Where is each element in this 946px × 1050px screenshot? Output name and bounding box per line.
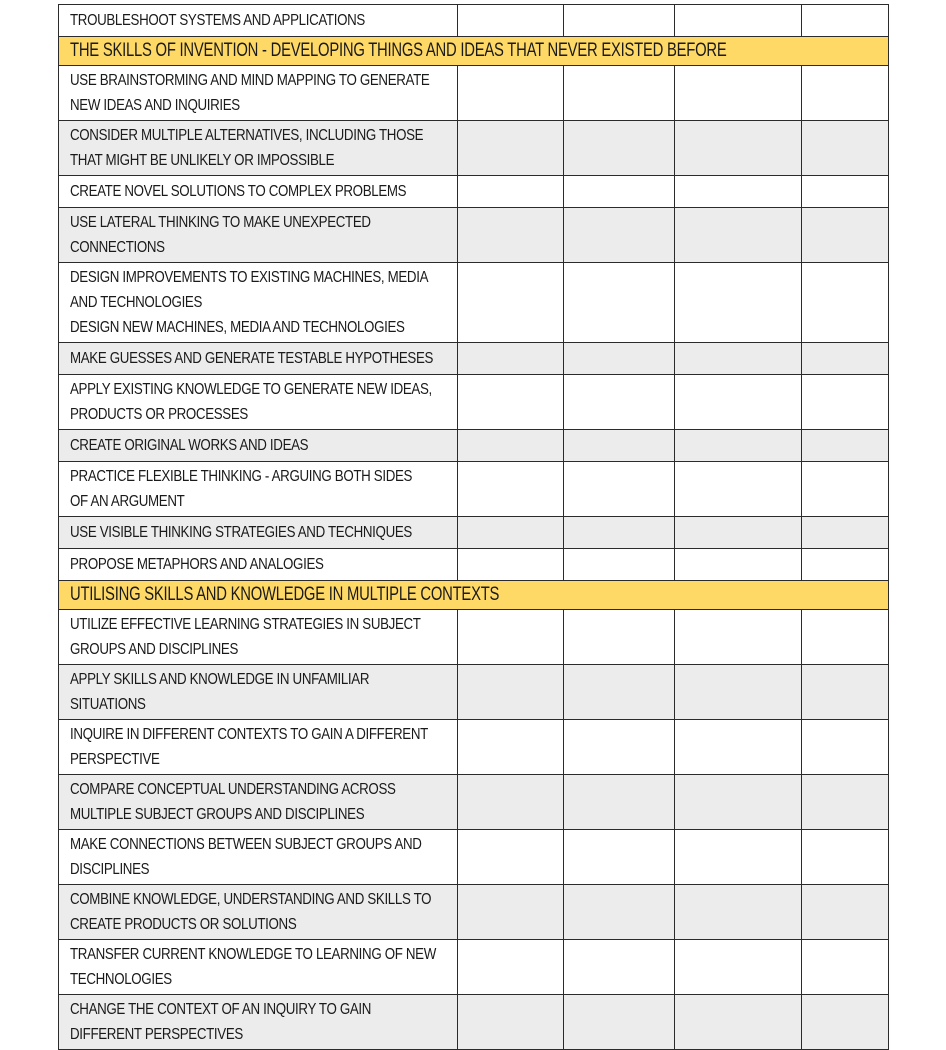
skill-label-cell: [59, 885, 458, 940]
rating-cell-4[interactable]: [802, 610, 889, 665]
skill-row: [59, 517, 889, 549]
skill-row: [59, 176, 889, 208]
rating-cell-2[interactable]: [564, 517, 675, 549]
rating-cell-2[interactable]: [564, 263, 675, 343]
rating-cell-2[interactable]: [564, 176, 675, 208]
rating-cell-1[interactable]: [458, 940, 564, 995]
rating-cell-4[interactable]: [802, 720, 889, 775]
section-heading-row: [59, 37, 889, 66]
skill-label: USE BRAINSTORMING AND MIND MAPPING TO GENERATE NEW IDEAS AND INQUIRIES: [70, 72, 430, 114]
rating-cell-3[interactable]: [675, 66, 802, 121]
skill-label-cell: [59, 775, 458, 830]
rating-cell-4[interactable]: [802, 462, 889, 517]
skill-row: [59, 885, 889, 940]
rating-cell-3[interactable]: [675, 549, 802, 581]
rating-cell-2[interactable]: [564, 343, 675, 375]
rating-cell-2[interactable]: [564, 208, 675, 263]
skill-label-cell: [59, 208, 458, 263]
rating-cell-2[interactable]: [564, 830, 675, 885]
skill-row: [59, 375, 889, 430]
rating-cell-1[interactable]: [458, 610, 564, 665]
skill-label: CHANGE THE CONTEXT OF AN INQUIRY TO GAIN DIFFERENT PERSPECTIVES: [70, 1001, 372, 1043]
rating-cell-1[interactable]: [458, 885, 564, 940]
skill-label-cell: [59, 263, 458, 343]
skill-label: MAKE GUESSES AND GENERATE TESTABLE HYPOTHESES: [70, 350, 434, 367]
skill-row: [59, 66, 889, 121]
skill-row: [59, 940, 889, 995]
skill-label: CREATE ORIGINAL WORKS AND IDEAS: [70, 437, 309, 454]
skill-label: CONSIDER MULTIPLE ALTERNATIVES, INCLUDING THOSE THAT MIGHT BE UNLIKELY OR IMPOSSIBLE: [70, 127, 424, 169]
skill-label-cell: [59, 995, 458, 1050]
rating-cell-1[interactable]: [458, 430, 564, 462]
rating-cell-3[interactable]: [675, 517, 802, 549]
skill-label: PRACTICE FLEXIBLE THINKING - ARGUING BOTH SIDES OF AN ARGUMENT: [70, 468, 413, 510]
rating-cell-1[interactable]: [458, 66, 564, 121]
rating-cell-4[interactable]: [802, 121, 889, 176]
skill-label-cell: [59, 375, 458, 430]
rating-cell-3[interactable]: [675, 462, 802, 517]
rating-cell-2[interactable]: [564, 430, 675, 462]
rating-cell-3[interactable]: [675, 263, 802, 343]
section-heading: UTILISING SKILLS AND KNOWLEDGE IN MULTIPLE CONTEXTS: [70, 584, 500, 605]
rating-cell-1[interactable]: [458, 720, 564, 775]
rating-cell-3[interactable]: [675, 5, 802, 37]
rating-cell-1[interactable]: [458, 263, 564, 343]
rating-cell-2[interactable]: [564, 720, 675, 775]
skill-label-cell: [59, 830, 458, 885]
rating-cell-1[interactable]: [458, 343, 564, 375]
rating-cell-3[interactable]: [675, 375, 802, 430]
skill-label: PROPOSE METAPHORS AND ANALOGIES: [70, 556, 324, 573]
skill-label-cell: [59, 665, 458, 720]
rating-cell-3[interactable]: [675, 430, 802, 462]
skill-row: [59, 720, 889, 775]
skill-label: COMPARE CONCEPTUAL UNDERSTANDING ACROSS MULTIPLE SUBJECT GROUPS AND DISCIPLINES: [70, 781, 396, 823]
skill-label: USE VISIBLE THINKING STRATEGIES AND TECHNIQUES: [70, 524, 412, 541]
rating-cell-3[interactable]: [675, 208, 802, 263]
rating-cell-3[interactable]: [675, 775, 802, 830]
skill-row: [59, 995, 889, 1050]
rating-cell-3[interactable]: [675, 343, 802, 375]
skill-row: [59, 343, 889, 375]
rating-cell-4[interactable]: [802, 5, 889, 37]
skill-row: [59, 549, 889, 581]
skill-row: [59, 208, 889, 263]
rating-cell-4[interactable]: [802, 665, 889, 720]
rating-cell-4[interactable]: [802, 775, 889, 830]
skill-label-cell: [59, 343, 458, 375]
rating-cell-1[interactable]: [458, 830, 564, 885]
skill-label: TRANSFER CURRENT KNOWLEDGE TO LEARNING OF NEW TECHNOLOGIES: [70, 946, 436, 988]
rating-cell-3[interactable]: [675, 610, 802, 665]
section-heading-row: [59, 581, 889, 610]
skill-label: USE LATERAL THINKING TO MAKE UNEXPECTED CONNECTIONS: [70, 214, 371, 256]
section-heading-cell: [59, 581, 889, 610]
rating-cell-3[interactable]: [675, 940, 802, 995]
rating-cell-2[interactable]: [564, 5, 675, 37]
rating-cell-4[interactable]: [802, 343, 889, 375]
skill-row: [59, 610, 889, 665]
rating-cell-2[interactable]: [564, 462, 675, 517]
skill-row: [59, 5, 889, 37]
rating-cell-1[interactable]: [458, 462, 564, 517]
skill-row: [59, 665, 889, 720]
rating-cell-2[interactable]: [564, 940, 675, 995]
skill-label: INQUIRE IN DIFFERENT CONTEXTS TO GAIN A DIFFERENT PERSPECTIVE: [70, 726, 428, 768]
rating-cell-4[interactable]: [802, 176, 889, 208]
rating-cell-2[interactable]: [564, 775, 675, 830]
rating-cell-1[interactable]: [458, 517, 564, 549]
skill-label-cell: [59, 430, 458, 462]
skill-row: [59, 121, 889, 176]
rating-cell-4[interactable]: [802, 208, 889, 263]
rating-cell-1[interactable]: [458, 665, 564, 720]
rating-cell-4[interactable]: [802, 885, 889, 940]
rating-cell-4[interactable]: [802, 995, 889, 1050]
skills-checklist-table: [58, 4, 889, 1050]
rating-cell-4[interactable]: [802, 375, 889, 430]
rating-cell-2[interactable]: [564, 610, 675, 665]
skill-label: APPLY EXISTING KNOWLEDGE TO GENERATE NEW IDEAS, PRODUCTS OR PROCESSES: [70, 381, 432, 423]
rating-cell-1[interactable]: [458, 995, 564, 1050]
skill-row: [59, 430, 889, 462]
rating-cell-3[interactable]: [675, 830, 802, 885]
rating-cell-3[interactable]: [675, 121, 802, 176]
rating-cell-4[interactable]: [802, 940, 889, 995]
rating-cell-2[interactable]: [564, 375, 675, 430]
rating-cell-3[interactable]: [675, 720, 802, 775]
skill-row: [59, 263, 889, 343]
skill-label-cell: [59, 66, 458, 121]
skill-label-cell: [59, 176, 458, 208]
skill-label-cell: [59, 940, 458, 995]
rating-cell-3[interactable]: [675, 176, 802, 208]
rating-cell-1[interactable]: [458, 208, 564, 263]
rating-cell-1[interactable]: [458, 176, 564, 208]
skill-label: CREATE NOVEL SOLUTIONS TO COMPLEX PROBLEMS: [70, 183, 407, 200]
rating-cell-1[interactable]: [458, 775, 564, 830]
skill-label-cell: [59, 720, 458, 775]
rating-cell-2[interactable]: [564, 995, 675, 1050]
skill-row: [59, 775, 889, 830]
rating-cell-3[interactable]: [675, 665, 802, 720]
skill-label: COMBINE KNOWLEDGE, UNDERSTANDING AND SKILLS TO CREATE PRODUCTS OR SOLUTIONS: [70, 891, 432, 933]
rating-cell-1[interactable]: [458, 375, 564, 430]
skill-label: TROUBLESHOOT SYSTEMS AND APPLICATIONS: [70, 12, 365, 29]
skill-row: [59, 830, 889, 885]
skill-label-cell: [59, 549, 458, 581]
rating-cell-3[interactable]: [675, 885, 802, 940]
rating-cell-1[interactable]: [458, 121, 564, 176]
skill-label-cell: [59, 5, 458, 37]
skill-label-cell: [59, 121, 458, 176]
rating-cell-4[interactable]: [802, 263, 889, 343]
skill-label: DESIGN IMPROVEMENTS TO EXISTING MACHINES, MEDIA AND TECHNOLOGIES DESIGN NEW MACHINES, MEDIA AND TECHNOLOGIES: [70, 269, 429, 336]
rating-cell-1[interactable]: [458, 549, 564, 581]
skill-label: UTILIZE EFFECTIVE LEARNING STRATEGIES IN SUBJECT GROUPS AND DISCIPLINES: [70, 616, 421, 658]
skill-label-cell: [59, 610, 458, 665]
rating-cell-1[interactable]: [458, 5, 564, 37]
rating-cell-2[interactable]: [564, 665, 675, 720]
rating-cell-2[interactable]: [564, 66, 675, 121]
rating-cell-3[interactable]: [675, 995, 802, 1050]
rating-cell-4[interactable]: [802, 430, 889, 462]
section-heading: THE SKILLS OF INVENTION - DEVELOPING THINGS AND IDEAS THAT NEVER EXISTED BEFORE: [70, 40, 727, 61]
rating-cell-2[interactable]: [564, 885, 675, 940]
skill-label: APPLY SKILLS AND KNOWLEDGE IN UNFAMILIAR SITUATIONS: [70, 671, 370, 713]
rating-cell-4[interactable]: [802, 517, 889, 549]
skill-row: [59, 462, 889, 517]
section-heading-cell: [59, 37, 889, 66]
rating-cell-2[interactable]: [564, 121, 675, 176]
skill-label: MAKE CONNECTIONS BETWEEN SUBJECT GROUPS AND DISCIPLINES: [70, 836, 422, 878]
skill-label-cell: [59, 517, 458, 549]
rating-cell-4[interactable]: [802, 66, 889, 121]
rating-cell-4[interactable]: [802, 830, 889, 885]
skill-label-cell: [59, 462, 458, 517]
skills-checklist-body: [59, 5, 889, 1050]
rating-cell-4[interactable]: [802, 549, 889, 581]
rating-cell-2[interactable]: [564, 549, 675, 581]
